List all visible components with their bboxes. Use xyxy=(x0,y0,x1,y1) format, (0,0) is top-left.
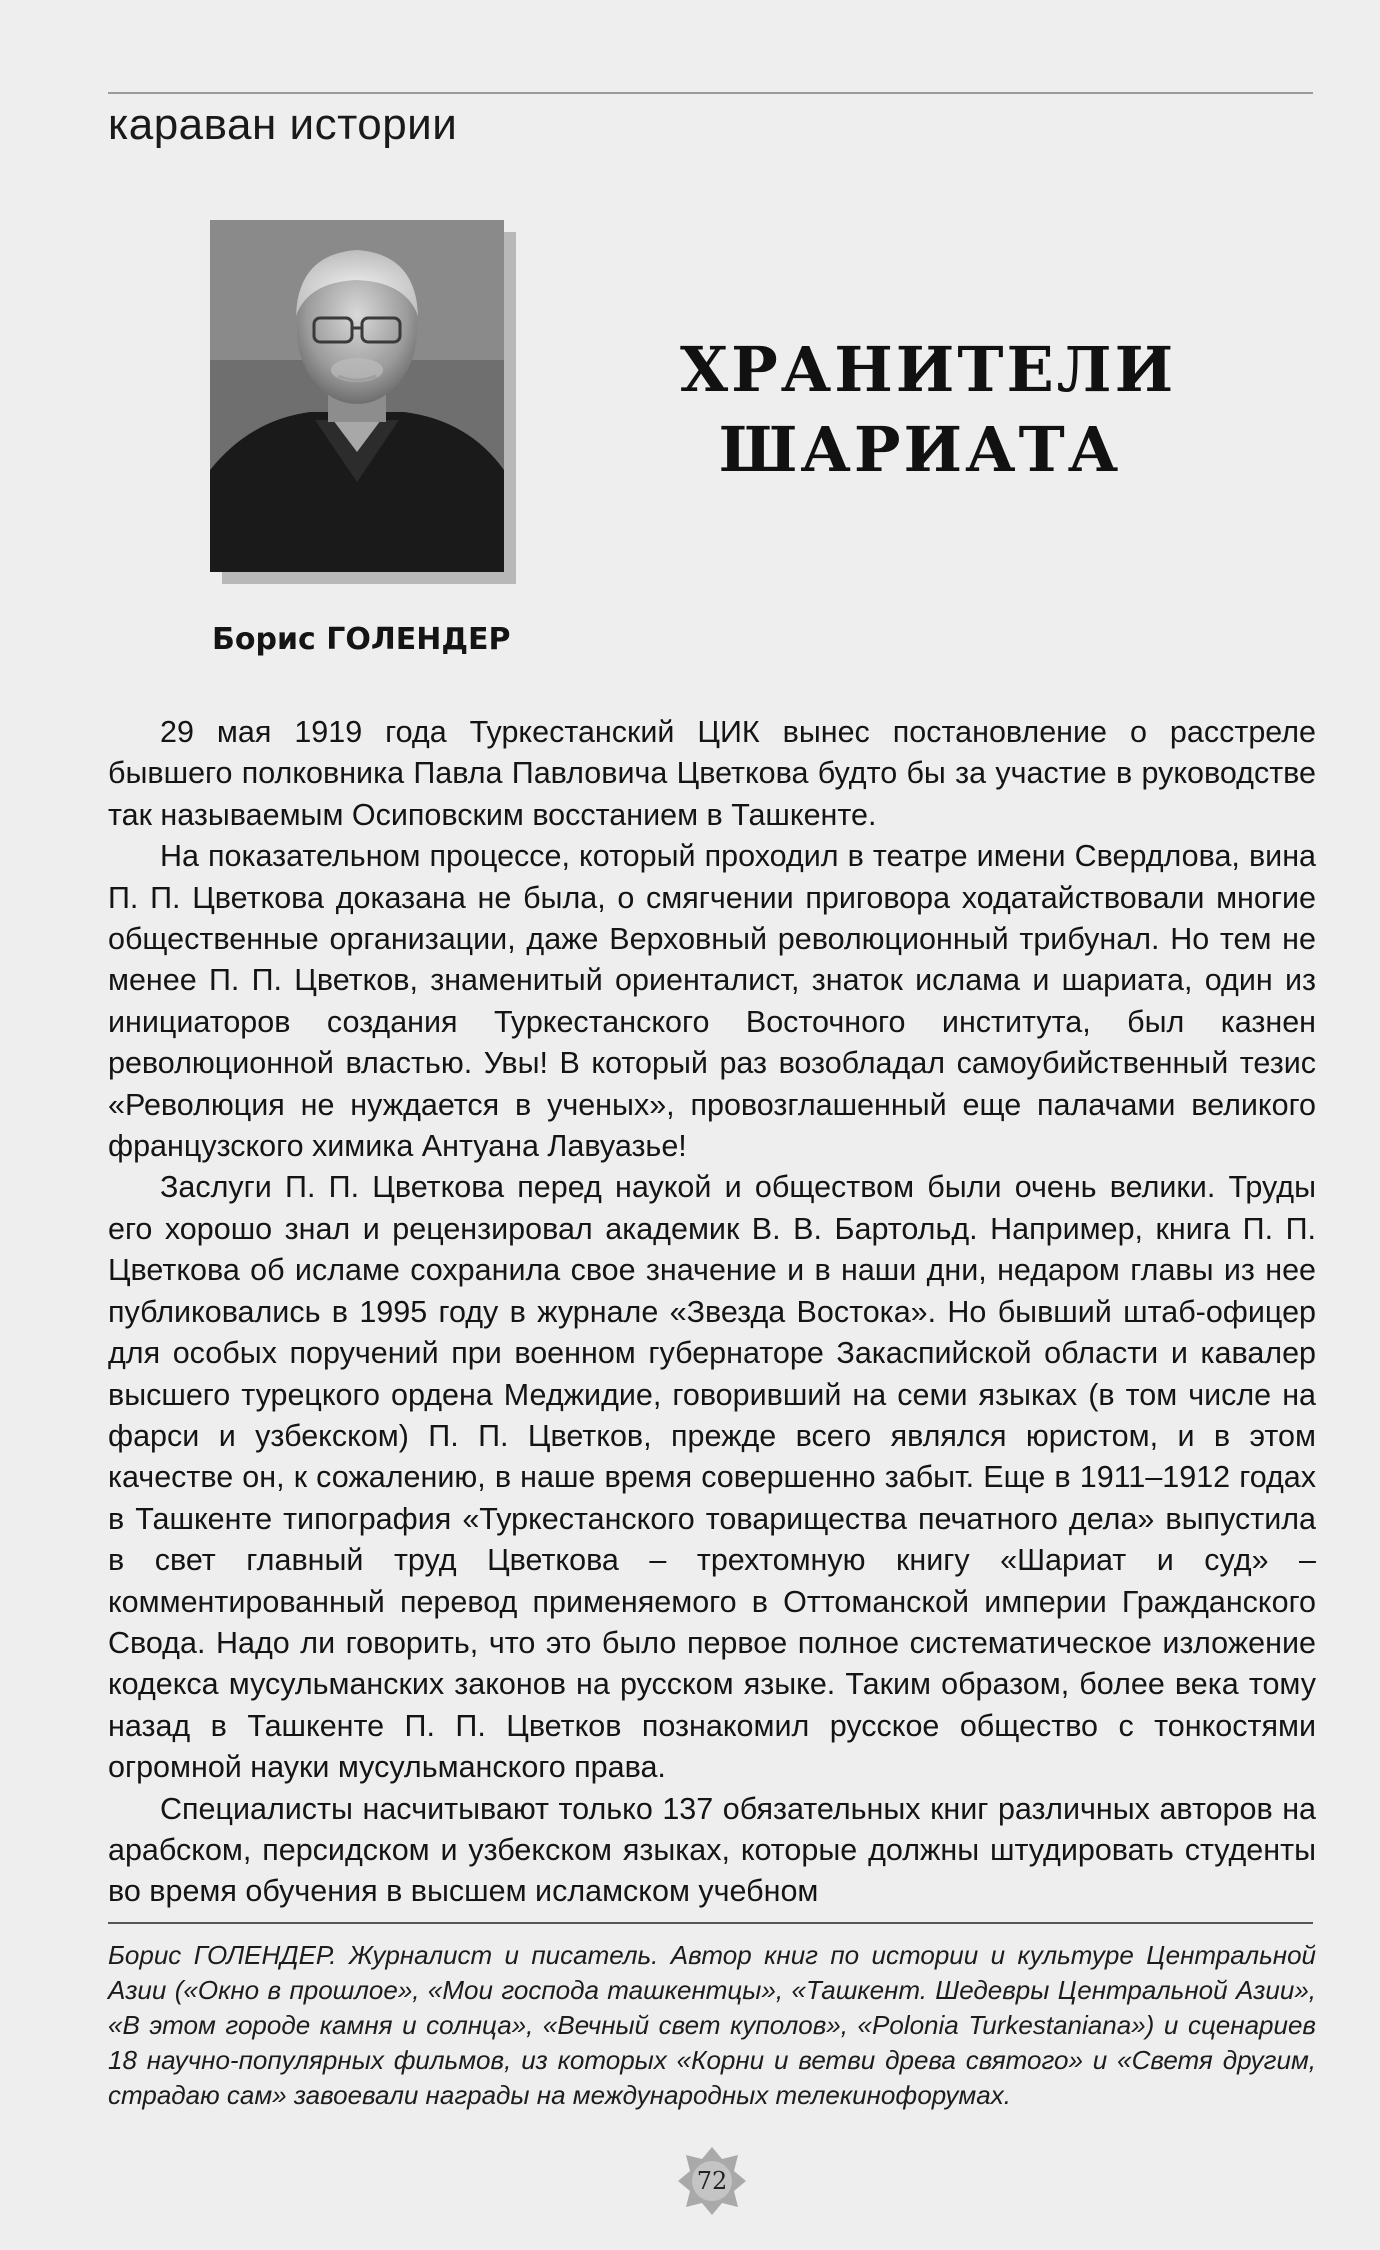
section-title: караван истории xyxy=(108,100,458,149)
article-title-line-1: ХРАНИТЕЛИ xyxy=(680,333,1177,406)
footnote-rule xyxy=(108,1922,1313,1924)
article-title xyxy=(680,330,1177,490)
paragraph: На показательном процессе, который проходил в театре имени Свердлова, вина П. П. Цветкова доказана не была, о смягчении приговора ходатайствовали многие общественные организации, даже Верховный революционный трибунал. Но тем не менее П. П. Цветков, знаменитый ориенталист, знаток ислама и шариата, один из инициаторов создания Туркестанского Восточного института, был казнен революционной властью. Увы! В который раз возобладал самоубийственный тезис «Революция не нуждается в ученых», провозглашенный еще палачами великого французского химика Антуана Лавуазье! xyxy=(108,839,1316,1164)
page-number-badge xyxy=(676,2145,748,2217)
paragraph: 29 мая 1919 года Туркестанский ЦИК вынес постановление о расстреле бывшего полковника Павла Павловича Цветкова будто бы за участие в руководстве так называемым Осиповским восстанием в Ташкенте. xyxy=(108,715,1316,832)
page-number: 72 xyxy=(696,2167,728,2195)
article-title-line-2: ШАРИАТА xyxy=(718,413,1122,486)
article-body xyxy=(108,712,1316,1913)
author-photo xyxy=(210,220,504,572)
author-bio: Борис ГОЛЕНДЕР. Журналист и писатель. Автор книг по истории и культуре Центральной Азии («Окно в прошлое», «Мои господа ташкентцы», «Ташкент. Шедевры Центральной Азии», «В этом городе камня и солнца», «Вечный свет куполов», «Polonia Turkestaniana») и сценариев 18 научно-популярных фильмов, из которых «Корни и ветви древа святого» и «Светя другим, страдаю сам» завоевали награды на международных телекинофорумах. xyxy=(108,1940,1316,2110)
author-photo-drawing xyxy=(210,220,504,572)
author-name: Борис ГОЛЕНДЕР xyxy=(212,622,511,657)
paragraph: Заслуги П. П. Цветкова перед наукой и обществом были очень велики. Труды его хорошо знал и рецензировал академик В. В. Бартольд. Например, книга П. П. Цветкова об исламе сохранила свое значение и в наши дни, недаром главы из нее публиковались в 1995 году в журнале «Звезда Востока». Но бывший штаб-офицер для особых поручений при военном губернаторе Закаспийской области и кавалер высшего турецкого ордена Меджидие, говоривший на семи языках (в том числе на фарси и узбекском) П. П. Цветков, прежде всего являлся юристом, и в этом качестве он, к сожалению, в наше время совершенно забыт. Еще в 1911–1912 годах в Ташкенте типография «Туркестанского товарищества печатного дела» выпустила в свет главный труд Цветкова – трехтомную книгу «Шариат и суд» – комментированный перевод применяемого в Оттоманской империи Гражданского Свода. Надо ли говорить, что это было первое полное систематическое изложение кодекса мусульманских законов на русском языке. Таким образом, более века тому назад в Ташкенте П. П. Цветков познакомил русское общество с тонкостями огромной науки мусульманского права. xyxy=(108,1170,1316,1785)
paragraph: Специалисты насчитывают только 137 обязательных книг различных авторов на арабском, персидском и узбекском языках, которые должны штудировать студенты во время обучения в высшем исламском учебном xyxy=(108,1791,1316,1909)
header-rule xyxy=(108,92,1313,94)
